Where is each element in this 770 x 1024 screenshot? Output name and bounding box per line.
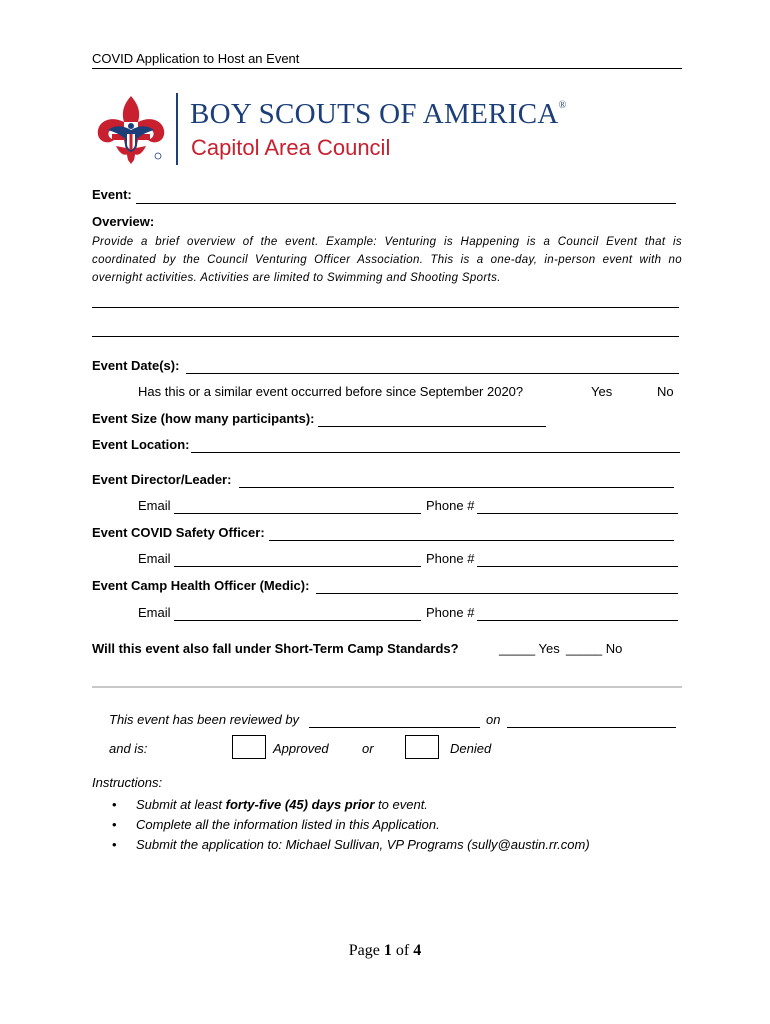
health-officer-field[interactable] — [316, 593, 678, 594]
director-email-label: Email — [138, 498, 171, 513]
similar-no-checkbox[interactable] — [642, 386, 654, 398]
event-location-field[interactable] — [191, 452, 680, 453]
short-term-no[interactable]: _____ No — [566, 641, 623, 656]
similar-event-question: Has this or a similar event occurred before since September 2020? — [138, 384, 524, 399]
approved-label: Approved — [273, 741, 329, 756]
safety-phone-label: Phone # — [426, 551, 475, 566]
reviewer-field[interactable] — [309, 727, 480, 728]
page-current: 1 — [383, 942, 392, 959]
instruction-item — [112, 795, 590, 815]
section-divider — [92, 686, 682, 688]
health-email-field[interactable] — [174, 620, 421, 621]
overview-label: Overview: — [92, 214, 155, 229]
instruction-1-post: to event. — [374, 797, 428, 812]
safety-email-field[interactable] — [174, 566, 421, 567]
registered-mark: ® — [558, 100, 567, 111]
denied-label: Denied — [450, 741, 492, 756]
overview-instructions: Provide a brief overview of the event. Example: Venturing is Happening is a Council Event that is coordinated by the Council Venturing Officer Association. This is a one-day, in-person event with no overnight activities. Activities are limited to Swimming and Shooting Sports. — [92, 236, 682, 284]
director-email-field[interactable] — [174, 513, 421, 514]
header-title: COVID Application to Host an Event — [92, 51, 300, 66]
event-dates-label: Event Date(s): — [92, 358, 180, 373]
fleur-de-lis-eagle-logo-icon — [94, 94, 168, 166]
event-label: Event: — [92, 187, 132, 202]
director-phone-field[interactable] — [477, 513, 678, 514]
header-rule — [92, 68, 682, 69]
page-of: of — [395, 942, 410, 959]
instructions-label: Instructions: — [92, 775, 163, 790]
event-field[interactable] — [136, 203, 676, 204]
health-officer-label: Event Camp Health Officer (Medic): — [92, 578, 310, 593]
event-size-field[interactable] — [318, 426, 546, 427]
event-size-label: Event Size (how many participants): — [92, 411, 315, 426]
instructions-list — [112, 795, 590, 855]
page-total: 4 — [413, 942, 422, 959]
short-term-question: Will this event also fall under Short-Term Camp Standards? — [92, 641, 459, 656]
review-on-label: on — [486, 712, 501, 727]
similar-yes-label: Yes — [591, 384, 613, 399]
review-date-field[interactable] — [507, 727, 676, 728]
and-is-label: and is: — [109, 741, 148, 756]
similar-yes-checkbox[interactable] — [576, 386, 588, 398]
page-number — [0, 942, 770, 960]
overview-field-line-2[interactable] — [92, 336, 679, 337]
org-name — [190, 98, 567, 131]
overview-field-line-1[interactable] — [92, 307, 679, 308]
similar-no-label: No — [657, 384, 674, 399]
health-phone-field[interactable] — [477, 620, 678, 621]
logo-divider — [176, 93, 178, 165]
safety-email-label: Email — [138, 551, 171, 566]
safety-officer-field[interactable] — [269, 540, 674, 541]
page-word: Page — [348, 942, 380, 959]
health-phone-label: Phone # — [426, 605, 475, 620]
director-label: Event Director/Leader: — [92, 472, 232, 487]
director-phone-label: Phone # — [426, 498, 475, 513]
safety-phone-field[interactable] — [477, 566, 678, 567]
reviewed-by-label: This event has been reviewed by — [109, 712, 300, 727]
safety-officer-label: Event COVID Safety Officer: — [92, 525, 265, 540]
health-email-label: Email — [138, 605, 171, 620]
denied-checkbox[interactable] — [405, 735, 439, 759]
council-name: Capitol Area Council — [191, 135, 391, 160]
director-field[interactable] — [239, 487, 674, 488]
approved-checkbox[interactable] — [232, 735, 266, 759]
instruction-1-bold: forty-five (45) days prior — [225, 797, 375, 812]
instruction-item: • Submit the application to: Michael Sullivan, VP Programs (sully@austin.rr.com) — [112, 835, 590, 855]
instruction-1-pre: Submit at least — [136, 797, 226, 812]
event-location-label: Event Location: — [92, 437, 190, 452]
short-term-yes[interactable]: _____ Yes — [499, 641, 560, 656]
instruction-item: • Complete all the information listed in this Application. — [112, 815, 590, 835]
or-label: or — [362, 741, 374, 756]
event-dates-field[interactable] — [186, 373, 679, 374]
org-name-text: BOY SCOUTS OF AMERICA — [190, 98, 559, 130]
